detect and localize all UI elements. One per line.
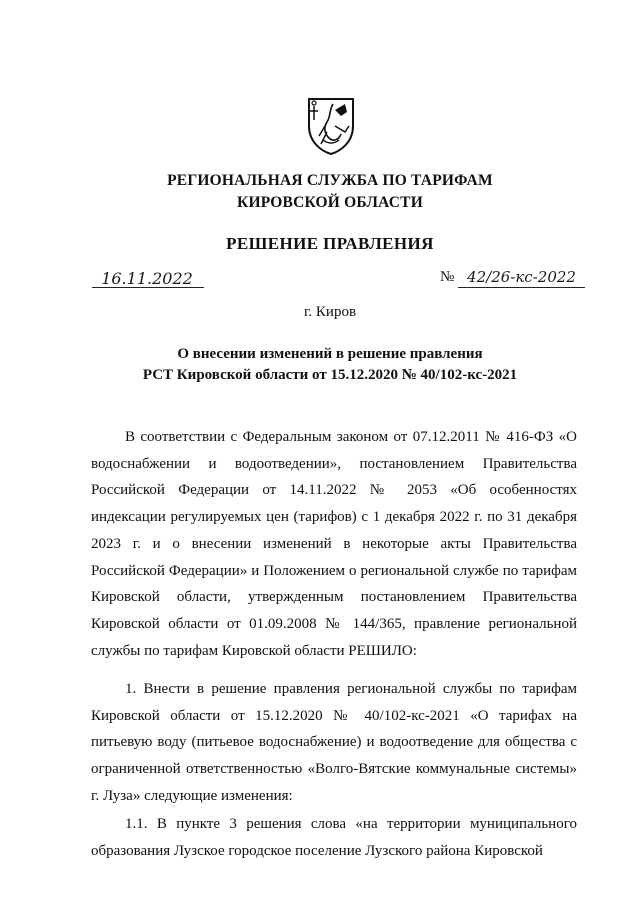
decision-title: РЕШЕНИЕ ПРАВЛЕНИЯ bbox=[226, 234, 434, 253]
decision-date: 16.11.2022 bbox=[101, 269, 193, 288]
org-title-line1: РЕГИОНАЛЬНАЯ СЛУЖБА ПО ТАРИФАМ bbox=[167, 172, 493, 189]
body-paragraph-3: 1.1. В пункте 3 решения слова «на территории муниципального образования Лузское городское поселение Лузского района Кировской bbox=[91, 816, 577, 859]
org-title-line2: КИРОВСКОЙ ОБЛАСТИ bbox=[237, 194, 423, 211]
city: г. Киров bbox=[303, 304, 357, 320]
body-section-1 bbox=[91, 424, 577, 664]
subject-line2: РСТ Кировской области от 15.12.2020 № 40/102-кс-2021 bbox=[142, 367, 518, 383]
number-underline bbox=[458, 287, 585, 288]
decision-number-block bbox=[440, 269, 585, 291]
number-sign: № bbox=[440, 269, 455, 285]
body-paragraph-2: 1. Внести в решение правления региональной службы по тарифам Кировской области от 15.12.2020 № 40/102-кс-2021 «О тарифах на питьевую воду (питьевое водоснабжение) и водоотведение для общества с ограниченной ответственностью «Волго-Вятские коммунальные системы» г. Луза» следующие изменения: bbox=[91, 681, 577, 804]
decision-number: 42/26-кс-2022 bbox=[467, 268, 576, 286]
date-underline bbox=[92, 287, 204, 288]
body-section-3 bbox=[91, 811, 577, 864]
subject-line1: О внесении изменений в решение правления bbox=[177, 346, 483, 362]
body-section-2 bbox=[91, 676, 577, 810]
body-paragraph-1: В соответствии с Федеральным законом от 07.12.2011 № 416-ФЗ «О водоснабжении и водоотведении», постановлением Правительства Российской Федерации от 14.11.2022 № 2053 «Об особенностях индексации регулируемых цен (тарифов) с 1 декабря 2022 г. по 31 декабря 2023 г. и о внесении изменений в некоторые акты Правительства Российской Федерации» и Положением о региональной службе по тарифам Кировской области, утвержденным постановлением Правительства Кировской области от 01.09.2008 № 144/365, правление региональной службы по тарифам Кировской области РЕШИЛО: bbox=[91, 429, 577, 659]
kirov-oblast-coat-of-arms-icon bbox=[305, 96, 357, 156]
